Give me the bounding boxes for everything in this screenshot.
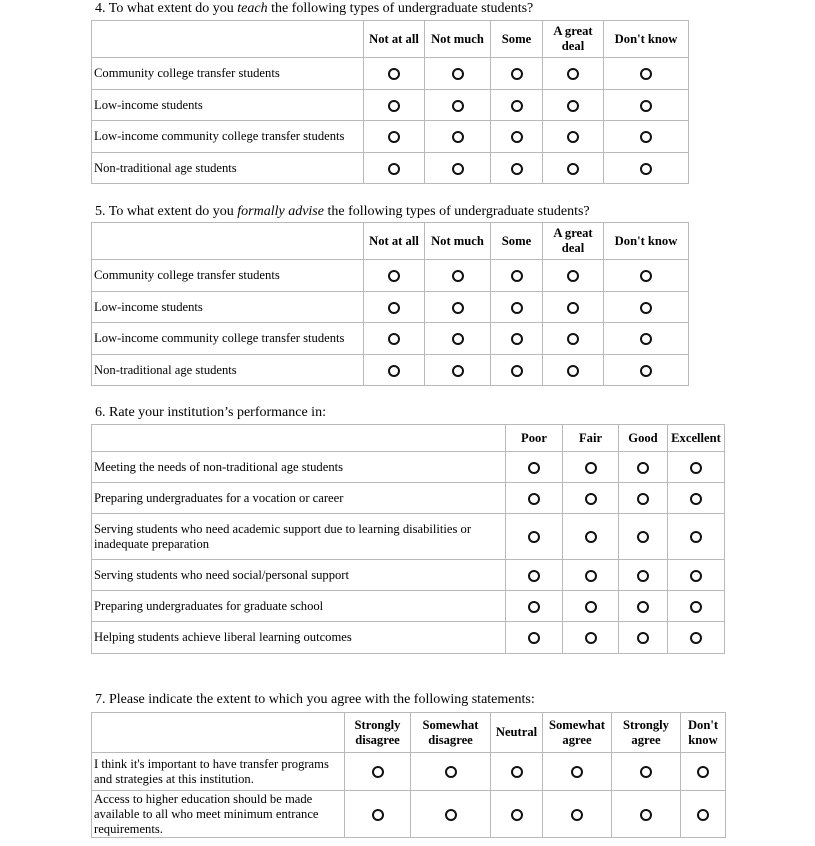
header-row — [92, 223, 689, 260]
question-4-title — [95, 1, 533, 17]
radio-button-excellent[interactable] — [690, 462, 702, 474]
radio-cell — [543, 90, 604, 121]
radio-cell — [425, 153, 491, 184]
radio-cell — [506, 560, 563, 591]
radio-cell — [604, 292, 689, 323]
radio-cell — [563, 622, 619, 654]
radio-cell — [612, 791, 681, 838]
column-header-line: Don't know — [614, 31, 678, 46]
radio-button-strongly-agree[interactable] — [640, 809, 652, 821]
radio-cell — [543, 58, 604, 90]
table-row — [92, 153, 689, 184]
radio-cell — [364, 355, 425, 386]
table-row — [92, 355, 689, 386]
title-part-italic: teach — [237, 1, 268, 16]
radio-cell — [619, 560, 668, 591]
radio-button-some[interactable] — [511, 302, 523, 314]
radio-cell — [345, 791, 411, 838]
table-row — [92, 292, 689, 323]
table-row — [92, 452, 725, 483]
title-part: 5. To what extent do you — [95, 204, 238, 219]
radio-button-poor[interactable] — [528, 462, 540, 474]
radio-cell — [425, 292, 491, 323]
question-6-title — [95, 405, 326, 421]
table-row — [92, 514, 725, 560]
radio-cell — [345, 753, 411, 791]
radio-button-fair[interactable] — [585, 462, 597, 474]
radio-cell — [681, 753, 726, 791]
radio-cell — [364, 58, 425, 90]
radio-button-neutral[interactable] — [511, 809, 523, 821]
radio-cell — [619, 622, 668, 654]
table-row — [92, 260, 689, 292]
radio-button-fair[interactable] — [585, 493, 597, 505]
radio-button-somewhat-disagree[interactable] — [445, 766, 457, 778]
column-header-line: Strongly — [354, 717, 401, 732]
radio-button-fair[interactable] — [585, 570, 597, 582]
table-row — [92, 560, 725, 591]
column-header-strongly-agree — [612, 713, 681, 753]
radio-button-somewhat-agree[interactable] — [571, 766, 583, 778]
row-label: Helping students achieve liberal learning outcomes — [92, 622, 506, 654]
header-row — [92, 425, 725, 452]
header-blank-cell — [92, 223, 364, 260]
column-header-don-t-know — [604, 21, 689, 58]
radio-cell — [506, 591, 563, 622]
radio-button-a-great-deal[interactable] — [567, 333, 579, 345]
column-header-line: agree — [631, 732, 661, 747]
radio-cell — [563, 483, 619, 514]
question-5-title — [95, 204, 590, 220]
column-header-neutral — [491, 713, 543, 753]
radio-button-some[interactable] — [511, 163, 523, 175]
radio-button-not-at-all[interactable] — [388, 333, 400, 345]
radio-button-don-t-know[interactable] — [640, 131, 652, 143]
radio-cell — [364, 153, 425, 184]
row-label: Low-income students — [92, 90, 364, 121]
column-header-line: Don't know — [614, 233, 678, 248]
table-row — [92, 121, 689, 153]
column-header-line: deal — [561, 39, 585, 53]
column-header-line: Some — [501, 233, 532, 248]
row-label: Non-traditional age students — [92, 153, 364, 184]
radio-button-neutral[interactable] — [511, 766, 523, 778]
column-header-a-great-deal — [543, 21, 604, 58]
question-5-matrix — [91, 222, 689, 386]
radio-cell — [491, 153, 543, 184]
radio-button-good[interactable] — [637, 462, 649, 474]
radio-button-poor[interactable] — [528, 632, 540, 644]
radio-button-excellent[interactable] — [690, 493, 702, 505]
radio-cell — [491, 292, 543, 323]
column-header-good — [619, 425, 668, 452]
radio-button-not-much[interactable] — [452, 100, 464, 112]
radio-cell — [612, 753, 681, 791]
radio-button-strongly-disagree[interactable] — [372, 809, 384, 821]
radio-cell — [506, 514, 563, 560]
table-row — [92, 483, 725, 514]
radio-cell — [491, 323, 543, 355]
column-header-a-great-deal — [543, 223, 604, 260]
header-row — [92, 21, 689, 58]
row-label: Preparing undergraduates for a vocation or career — [92, 483, 506, 514]
column-header-line: Not at all — [369, 31, 419, 46]
radio-button-don-t-know[interactable] — [640, 163, 652, 175]
radio-button-fair[interactable] — [585, 531, 597, 543]
radio-button-not-much[interactable] — [452, 270, 464, 282]
radio-cell — [604, 121, 689, 153]
column-header-line: Somewhat — [422, 717, 479, 732]
radio-button-a-great-deal[interactable] — [567, 163, 579, 175]
row-label: Preparing undergraduates for graduate school — [92, 591, 506, 622]
radio-button-don-t-know[interactable] — [640, 100, 652, 112]
row-label: Meeting the needs of non-traditional age students — [92, 452, 506, 483]
radio-cell — [491, 260, 543, 292]
radio-cell — [543, 753, 612, 791]
radio-button-don-t-know[interactable] — [640, 302, 652, 314]
question-6-matrix — [91, 424, 725, 654]
radio-button-don-t-know[interactable] — [640, 270, 652, 282]
radio-button-some[interactable] — [511, 100, 523, 112]
radio-cell — [543, 121, 604, 153]
column-header-line: Poor — [521, 430, 547, 445]
radio-cell — [619, 591, 668, 622]
column-header-excellent — [668, 425, 725, 452]
radio-cell — [425, 121, 491, 153]
column-header-line: Strongly — [623, 717, 669, 732]
column-header-not-much — [425, 21, 491, 58]
radio-button-not-at-all[interactable] — [388, 302, 400, 314]
radio-cell — [364, 260, 425, 292]
radio-button-some[interactable] — [511, 68, 523, 80]
radio-cell — [543, 323, 604, 355]
radio-button-good[interactable] — [637, 601, 649, 613]
column-header-line: Excellent — [671, 430, 721, 445]
radio-button-a-great-deal[interactable] — [567, 270, 579, 282]
table-row — [92, 622, 725, 654]
radio-button-fair[interactable] — [585, 601, 597, 613]
column-header-line: know — [688, 732, 718, 747]
radio-cell — [506, 483, 563, 514]
radio-cell — [668, 560, 725, 591]
table-row — [92, 791, 726, 838]
title-part: 7. Please indicate the extent to which you agree with the following statements: — [95, 692, 535, 707]
radio-button-some[interactable] — [511, 365, 523, 377]
radio-cell — [425, 260, 491, 292]
radio-cell — [563, 560, 619, 591]
radio-button-excellent[interactable] — [690, 601, 702, 613]
radio-cell — [543, 355, 604, 386]
radio-cell — [604, 355, 689, 386]
radio-button-somewhat-agree[interactable] — [571, 809, 583, 821]
radio-button-not-at-all[interactable] — [388, 270, 400, 282]
radio-button-poor[interactable] — [528, 531, 540, 543]
table-row — [92, 591, 725, 622]
radio-button-don-t-know[interactable] — [640, 365, 652, 377]
radio-cell — [491, 355, 543, 386]
radio-button-good[interactable] — [637, 632, 649, 644]
column-header-some — [491, 21, 543, 58]
radio-cell — [506, 452, 563, 483]
table-row — [92, 753, 726, 791]
row-label: Community college transfer students — [92, 260, 364, 292]
radio-button-not-at-all[interactable] — [388, 163, 400, 175]
column-header-some — [491, 223, 543, 260]
radio-button-good[interactable] — [637, 531, 649, 543]
radio-button-not-much[interactable] — [452, 68, 464, 80]
radio-button-not-much[interactable] — [452, 302, 464, 314]
radio-button-some[interactable] — [511, 333, 523, 345]
radio-button-some[interactable] — [511, 131, 523, 143]
column-header-not-at-all — [364, 21, 425, 58]
radio-button-excellent[interactable] — [690, 570, 702, 582]
table-row — [92, 323, 689, 355]
radio-cell — [491, 121, 543, 153]
radio-cell — [425, 355, 491, 386]
column-header-line: Not much — [431, 233, 484, 248]
radio-cell — [619, 514, 668, 560]
title-part: the following types of undergraduate students? — [323, 204, 590, 219]
column-header-line: Don't — [687, 717, 719, 732]
radio-button-a-great-deal[interactable] — [567, 68, 579, 80]
column-header-line: Somewhat — [549, 717, 605, 732]
row-label: Low-income students — [92, 292, 364, 323]
radio-cell — [364, 292, 425, 323]
column-header-don-t-know — [604, 223, 689, 260]
radio-cell — [425, 90, 491, 121]
column-header-somewhat-disagree — [411, 713, 491, 753]
radio-button-somewhat-disagree[interactable] — [445, 809, 457, 821]
radio-button-good[interactable] — [637, 570, 649, 582]
radio-button-poor[interactable] — [528, 493, 540, 505]
row-label: Community college transfer students — [92, 58, 364, 90]
row-label: Serving students who need social/personal support — [92, 560, 506, 591]
radio-cell — [543, 153, 604, 184]
radio-cell — [681, 791, 726, 838]
row-label: Serving students who need academic support due to learning disabilities or inadequate preparation — [92, 514, 506, 560]
column-header-somewhat-agree — [543, 713, 612, 753]
column-header-line: agree — [562, 732, 592, 747]
radio-button-a-great-deal[interactable] — [567, 131, 579, 143]
question-7-title — [95, 692, 535, 708]
column-header-line: Fair — [578, 430, 603, 445]
column-header-line: Neutral — [495, 725, 538, 739]
column-header-line: disagree — [428, 732, 473, 747]
column-header-not-much — [425, 223, 491, 260]
radio-cell — [364, 121, 425, 153]
column-header-line: disagree — [355, 732, 400, 747]
row-label: I think it's important to have transfer programs and strategies at this institution. — [92, 753, 345, 791]
radio-button-not-at-all[interactable] — [388, 131, 400, 143]
column-header-line: Some — [501, 31, 532, 46]
radio-button-poor[interactable] — [528, 601, 540, 613]
radio-cell — [491, 791, 543, 838]
radio-button-don-t-know[interactable] — [640, 68, 652, 80]
radio-button-excellent[interactable] — [690, 531, 702, 543]
column-header-strongly-disagree — [345, 713, 411, 753]
radio-button-not-at-all[interactable] — [388, 68, 400, 80]
header-blank-cell — [92, 21, 364, 58]
title-part-italic: formally advise — [237, 204, 324, 219]
radio-cell — [668, 483, 725, 514]
row-label: Low-income community college transfer students — [92, 121, 364, 153]
column-header-line: Not at all — [369, 233, 419, 248]
radio-button-fair[interactable] — [585, 632, 597, 644]
radio-cell — [668, 622, 725, 654]
radio-cell — [506, 622, 563, 654]
radio-button-not-much[interactable] — [452, 333, 464, 345]
radio-cell — [364, 90, 425, 121]
column-header-line: A great — [553, 24, 593, 38]
radio-cell — [604, 260, 689, 292]
radio-cell — [604, 58, 689, 90]
radio-button-strongly-disagree[interactable] — [372, 766, 384, 778]
radio-cell — [604, 90, 689, 121]
row-label: Non-traditional age students — [92, 355, 364, 386]
column-header-line: A great — [553, 226, 593, 240]
radio-button-not-at-all[interactable] — [388, 365, 400, 377]
column-header-line: Good — [628, 430, 658, 445]
radio-cell — [491, 90, 543, 121]
radio-cell — [543, 791, 612, 838]
radio-button-a-great-deal[interactable] — [567, 365, 579, 377]
radio-button-some[interactable] — [511, 270, 523, 282]
radio-button-good[interactable] — [637, 493, 649, 505]
radio-cell — [491, 753, 543, 791]
table-row — [92, 90, 689, 121]
radio-cell — [668, 591, 725, 622]
radio-cell — [425, 323, 491, 355]
radio-cell — [668, 514, 725, 560]
radio-button-not-much[interactable] — [452, 365, 464, 377]
question-4-matrix — [91, 20, 689, 184]
radio-cell — [619, 483, 668, 514]
radio-button-don-t-know[interactable] — [697, 766, 709, 778]
radio-cell — [604, 153, 689, 184]
column-header-fair — [563, 425, 619, 452]
radio-button-a-great-deal[interactable] — [567, 100, 579, 112]
title-part: 6. Rate your institution’s performance in: — [95, 405, 326, 420]
radio-cell — [668, 452, 725, 483]
radio-button-not-much[interactable] — [452, 131, 464, 143]
radio-button-don-t-know[interactable] — [640, 333, 652, 345]
radio-cell — [411, 791, 491, 838]
column-header-line: Not much — [431, 31, 484, 46]
radio-cell — [491, 58, 543, 90]
radio-cell — [563, 591, 619, 622]
radio-button-not-at-all[interactable] — [388, 100, 400, 112]
radio-cell — [543, 292, 604, 323]
radio-cell — [604, 323, 689, 355]
row-label: Access to higher education should be made available to all who meet minimum entrance requirements. — [92, 791, 345, 838]
radio-cell — [411, 753, 491, 791]
header-row — [92, 713, 726, 753]
header-blank-cell — [92, 425, 506, 452]
radio-cell — [563, 514, 619, 560]
column-header-line: deal — [561, 241, 585, 255]
column-header-poor — [506, 425, 563, 452]
title-part: the following types of undergraduate students? — [267, 1, 534, 16]
radio-button-excellent[interactable] — [690, 632, 702, 644]
radio-button-don-t-know[interactable] — [697, 809, 709, 821]
radio-cell — [619, 452, 668, 483]
column-header-not-at-all — [364, 223, 425, 260]
radio-cell — [563, 452, 619, 483]
radio-cell — [364, 323, 425, 355]
radio-button-poor[interactable] — [528, 570, 540, 582]
table-row — [92, 58, 689, 90]
radio-cell — [425, 58, 491, 90]
radio-button-strongly-agree[interactable] — [640, 766, 652, 778]
header-blank-cell — [92, 713, 345, 753]
radio-cell — [543, 260, 604, 292]
radio-button-a-great-deal[interactable] — [567, 302, 579, 314]
row-label: Low-income community college transfer students — [92, 323, 364, 355]
radio-button-not-much[interactable] — [452, 163, 464, 175]
title-part: 4. To what extent do you — [95, 1, 238, 16]
question-7-matrix — [91, 712, 726, 838]
column-header-don-t-know — [681, 713, 726, 753]
